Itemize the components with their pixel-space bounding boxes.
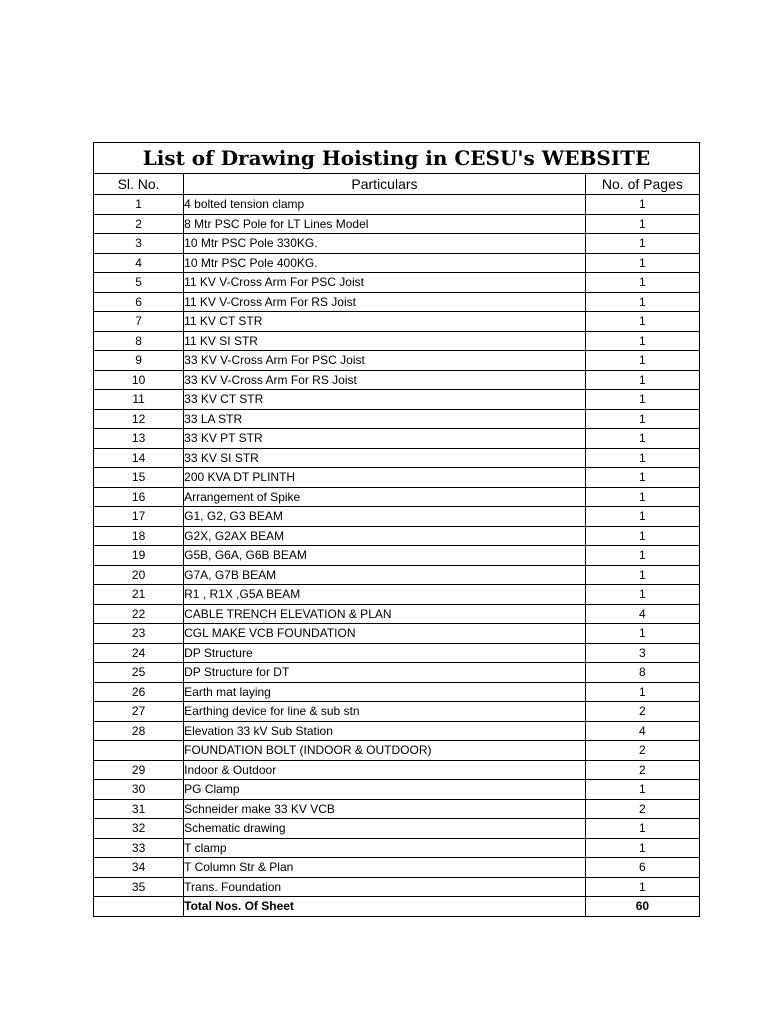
page-count-cell: 2	[585, 760, 699, 780]
table-row	[94, 195, 700, 215]
page-count-cell: 1	[585, 682, 699, 702]
table-row	[94, 292, 700, 312]
table-row	[94, 331, 700, 351]
serial-number-cell: 23	[94, 624, 184, 644]
serial-number-cell: 9	[94, 351, 184, 371]
table-row	[94, 663, 700, 683]
total-pages: 60	[585, 897, 699, 917]
particulars-cell: FOUNDATION BOLT (INDOOR & OUTDOOR)	[184, 741, 586, 761]
page-count-cell: 1	[585, 292, 699, 312]
serial-number-cell: 33	[94, 838, 184, 858]
table-row	[94, 370, 700, 390]
particulars-cell: 4 bolted tension clamp	[184, 195, 586, 215]
particulars-cell: PG Clamp	[184, 780, 586, 800]
table-row	[94, 409, 700, 429]
serial-number-cell: 30	[94, 780, 184, 800]
page-count-cell: 6	[585, 858, 699, 878]
table-row	[94, 253, 700, 273]
page-count-cell: 1	[585, 273, 699, 293]
page-count-cell: 1	[585, 546, 699, 566]
particulars-cell: Indoor & Outdoor	[184, 760, 586, 780]
particulars-cell: CGL MAKE VCB FOUNDATION	[184, 624, 586, 644]
particulars-cell: Elevation 33 kV Sub Station	[184, 721, 586, 741]
serial-number-cell: 19	[94, 546, 184, 566]
serial-number-cell: 34	[94, 858, 184, 878]
serial-number-cell	[94, 741, 184, 761]
serial-number-cell: 13	[94, 429, 184, 449]
header-row	[94, 174, 700, 195]
table-row	[94, 838, 700, 858]
table-row	[94, 604, 700, 624]
particulars-cell: 200 KVA DT PLINTH	[184, 468, 586, 488]
page-count-cell: 1	[585, 624, 699, 644]
table-row	[94, 214, 700, 234]
column-header-pages: No. of Pages	[585, 174, 699, 195]
serial-number-cell: 21	[94, 585, 184, 605]
column-header-particulars: Particulars	[184, 174, 586, 195]
serial-number-cell: 17	[94, 507, 184, 527]
serial-number-cell: 22	[94, 604, 184, 624]
particulars-cell: CABLE TRENCH ELEVATION & PLAN	[184, 604, 586, 624]
table-row	[94, 312, 700, 332]
particulars-cell: 33 KV SI STR	[184, 448, 586, 468]
page-count-cell: 1	[585, 819, 699, 839]
table-row	[94, 780, 700, 800]
particulars-cell: Arrangement of Spike	[184, 487, 586, 507]
table-row	[94, 351, 700, 371]
page-count-cell: 4	[585, 604, 699, 624]
page-count-cell: 1	[585, 468, 699, 488]
table-row	[94, 487, 700, 507]
page-count-cell: 1	[585, 838, 699, 858]
serial-number-cell: 11	[94, 390, 184, 410]
serial-number-cell: 29	[94, 760, 184, 780]
serial-number-cell: 7	[94, 312, 184, 332]
particulars-cell: Earth mat laying	[184, 682, 586, 702]
serial-number-cell: 10	[94, 370, 184, 390]
page-count-cell: 1	[585, 312, 699, 332]
page-count-cell: 2	[585, 702, 699, 722]
column-header-sl-no: Sl. No.	[94, 174, 184, 195]
page-count-cell: 1	[585, 390, 699, 410]
particulars-cell: 11 KV CT STR	[184, 312, 586, 332]
serial-number-cell: 27	[94, 702, 184, 722]
table-row	[94, 546, 700, 566]
serial-number-cell: 12	[94, 409, 184, 429]
total-label: Total Nos. Of Sheet	[184, 897, 586, 917]
table-row	[94, 507, 700, 527]
particulars-cell: 10 Mtr PSC Pole 330KG.	[184, 234, 586, 254]
serial-number-cell: 18	[94, 526, 184, 546]
table-row	[94, 448, 700, 468]
table-row	[94, 565, 700, 585]
table-row	[94, 585, 700, 605]
page-count-cell: 1	[585, 429, 699, 449]
table-row	[94, 429, 700, 449]
particulars-cell: R1 , R1X ,G5A BEAM	[184, 585, 586, 605]
particulars-cell: G2X, G2AX BEAM	[184, 526, 586, 546]
particulars-cell: T Column Str & Plan	[184, 858, 586, 878]
serial-number-cell: 15	[94, 468, 184, 488]
table-row	[94, 234, 700, 254]
particulars-cell: 8 Mtr PSC Pole for LT Lines Model	[184, 214, 586, 234]
table-row	[94, 760, 700, 780]
serial-number-cell: 26	[94, 682, 184, 702]
page-title: List of Drawing Hoisting in CESU's WEBSITE	[94, 143, 700, 174]
page-count-cell: 1	[585, 565, 699, 585]
particulars-cell: 11 KV V-Cross Arm For PSC Joist	[184, 273, 586, 293]
page-count-cell: 2	[585, 799, 699, 819]
table-row	[94, 643, 700, 663]
serial-number-cell: 28	[94, 721, 184, 741]
table-row	[94, 702, 700, 722]
page-count-cell: 1	[585, 351, 699, 371]
particulars-cell: DP Structure	[184, 643, 586, 663]
particulars-cell: Schematic drawing	[184, 819, 586, 839]
serial-number-cell: 2	[94, 214, 184, 234]
particulars-cell: 33 KV PT STR	[184, 429, 586, 449]
table-row	[94, 468, 700, 488]
particulars-cell: Earthing device for line & sub stn	[184, 702, 586, 722]
table-row	[94, 273, 700, 293]
serial-number-cell: 3	[94, 234, 184, 254]
table-row	[94, 682, 700, 702]
table-row	[94, 819, 700, 839]
page-count-cell: 2	[585, 741, 699, 761]
page-count-cell: 1	[585, 526, 699, 546]
total-row	[94, 897, 700, 917]
serial-number-cell: 31	[94, 799, 184, 819]
page-count-cell: 1	[585, 331, 699, 351]
page-count-cell: 1	[585, 585, 699, 605]
table-row	[94, 721, 700, 741]
table-row	[94, 624, 700, 644]
page-count-cell: 1	[585, 487, 699, 507]
table-row	[94, 390, 700, 410]
table-row	[94, 799, 700, 819]
table-row	[94, 526, 700, 546]
serial-number-cell: 25	[94, 663, 184, 683]
serial-number-cell: 4	[94, 253, 184, 273]
page-count-cell: 1	[585, 780, 699, 800]
table-row	[94, 741, 700, 761]
serial-number-cell: 5	[94, 273, 184, 293]
serial-number-cell: 20	[94, 565, 184, 585]
particulars-cell: 10 Mtr PSC Pole 400KG.	[184, 253, 586, 273]
particulars-cell: T clamp	[184, 838, 586, 858]
page-count-cell: 1	[585, 370, 699, 390]
particulars-cell: 33 LA STR	[184, 409, 586, 429]
particulars-cell: 11 KV SI STR	[184, 331, 586, 351]
particulars-cell: 11 KV V-Cross Arm For RS Joist	[184, 292, 586, 312]
drawing-list-table	[93, 142, 700, 917]
serial-number-cell: 8	[94, 331, 184, 351]
serial-number-cell: 32	[94, 819, 184, 839]
page-count-cell: 1	[585, 409, 699, 429]
serial-number-cell: 35	[94, 877, 184, 897]
serial-number-cell: 1	[94, 195, 184, 215]
total-serial-cell	[94, 897, 184, 917]
page-count-cell: 4	[585, 721, 699, 741]
page-count-cell: 1	[585, 214, 699, 234]
particulars-cell: Schneider make 33 KV VCB	[184, 799, 586, 819]
particulars-cell: DP Structure for DT	[184, 663, 586, 683]
page-count-cell: 1	[585, 448, 699, 468]
page-count-cell: 1	[585, 877, 699, 897]
page-count-cell: 3	[585, 643, 699, 663]
particulars-cell: Trans. Foundation	[184, 877, 586, 897]
particulars-cell: 33 KV V-Cross Arm For PSC Joist	[184, 351, 586, 371]
table-row	[94, 877, 700, 897]
page-count-cell: 1	[585, 507, 699, 527]
serial-number-cell: 6	[94, 292, 184, 312]
serial-number-cell: 24	[94, 643, 184, 663]
serial-number-cell: 16	[94, 487, 184, 507]
particulars-cell: 33 KV CT STR	[184, 390, 586, 410]
page-count-cell: 1	[585, 234, 699, 254]
table-row	[94, 858, 700, 878]
particulars-cell: G7A, G7B BEAM	[184, 565, 586, 585]
page-count-cell: 1	[585, 253, 699, 273]
serial-number-cell: 14	[94, 448, 184, 468]
page-count-cell: 8	[585, 663, 699, 683]
particulars-cell: G5B, G6A, G6B BEAM	[184, 546, 586, 566]
particulars-cell: 33 KV V-Cross Arm For RS Joist	[184, 370, 586, 390]
page-count-cell: 1	[585, 195, 699, 215]
table-body	[94, 195, 700, 917]
particulars-cell: G1, G2, G3 BEAM	[184, 507, 586, 527]
